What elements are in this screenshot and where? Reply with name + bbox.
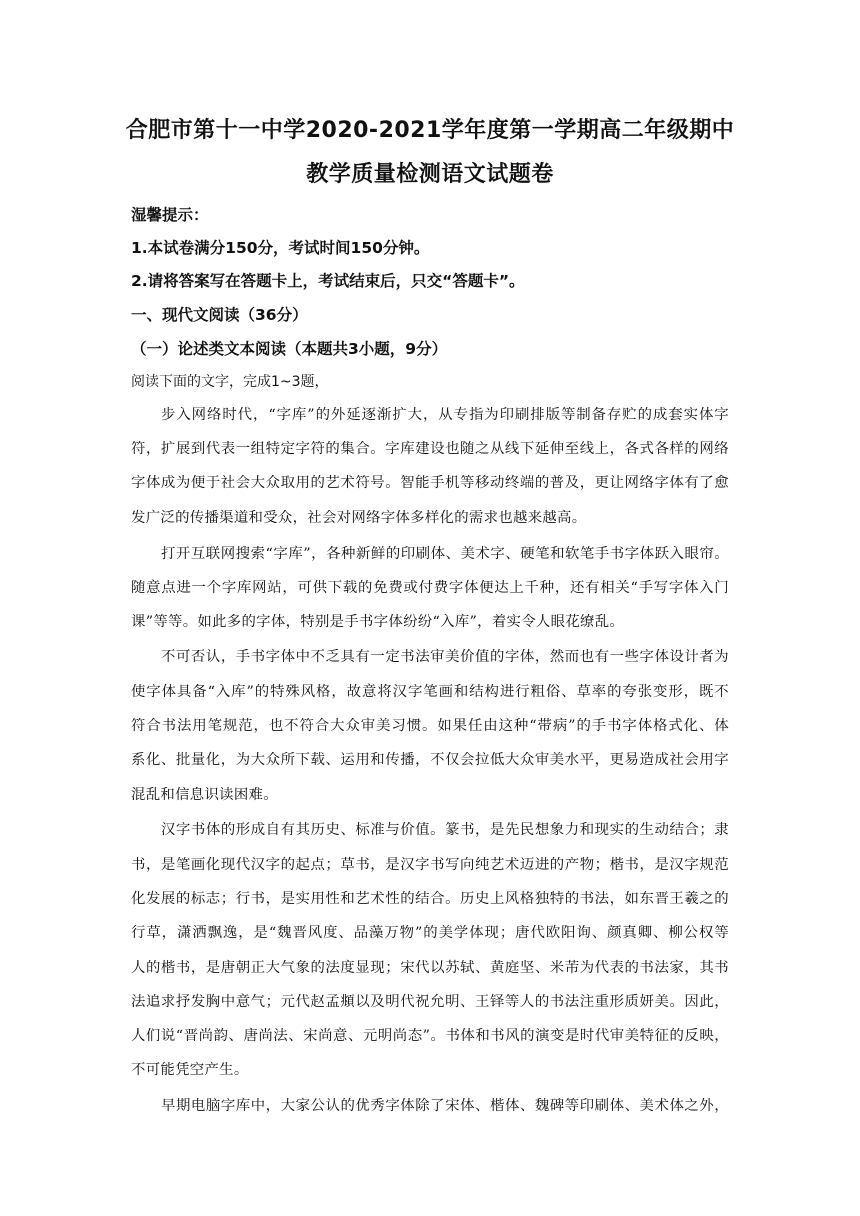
reading-instruction: 阅读下面的文字，完成1~3题， (131, 374, 329, 390)
passage-line: 使字体具备“入库”的特殊风格，故意将汉字笔画和结构进行粗俗、草率的夸张变形，既不 (131, 684, 729, 700)
passage-line: 发广泛的传播渠道和受众，社会对网络字体多样化的需求也越来越高。 (131, 510, 587, 526)
notes-item-1: 1.本试卷满分150分，考试时间150分钟。 (131, 239, 430, 257)
passage-line: 课”等等。如此多的字体，特别是手书字体纷纷“入库”，着实令人眼花缭乱。 (131, 614, 625, 630)
passage-line: 字体成为便于社会大众取用的艺术符号。智能手机等移动终端的普及，更让网络字体有了愈 (131, 475, 729, 491)
passage-line: 法追求抒发胸中意气；元代赵孟頫以及明代祝允明、王铎等人的书法注重形质妍美。因此， (131, 994, 729, 1010)
passage-line: 汉字书体的形成自有其历史、标准与价值。篆书，是先民想象力和现实的生动结合；隶 (161, 822, 729, 838)
page-title-line-1: 合肥市第十一中学2020-2021学年度第一学期高二年级期中 (125, 118, 735, 143)
passage-line: 随意点进一个字库网站，可供下载的免费或付费字体便达上千种，还有相关“手写字体入门 (131, 580, 730, 596)
section-title: 一、现代文阅读（36分） (131, 306, 308, 324)
passage-line: 步入网络时代，“字库”的外延逐渐扩大，从专指为印刷排版等制备存贮的成套实体字 (161, 407, 729, 423)
notes-item-2: 2.请将答案写在答题卡上，考试结束后，只交“答题卡”。 (131, 272, 525, 290)
page-title-line-2: 教学质量检测语文试题卷 (306, 162, 554, 187)
passage-line: 化发展的标志；行书，是实用性和艺术性的结合。历史上风格独特的书法，如东晋王羲之的 (131, 891, 729, 907)
passage-line: 行草，潇洒飘逸，是“魏晋风度、品藻万物”的美学体现；唐代欧阳询、颜真卿、柳公权等 (131, 925, 729, 941)
passage-line: 系化、批量化，为大众所下载、运用和传播，不仅会拉低大众审美水平，更易造成社会用字 (131, 752, 729, 768)
passage-line: 混乱和信息识读困难。 (131, 787, 278, 803)
passage-line: 人的楷书，是唐朝正大气象的法度显现；宋代以苏轼、黄庭坚、米芾为代表的书法家，其书 (131, 960, 729, 976)
passage-line: 人们说“晋尚韵、唐尚法、宋尚意、元明尚态”。书体和书风的演变是时代审美特征的反映， (131, 1028, 729, 1044)
passage-line: 符，扩展到代表一组特定字符的集合。字库建设也随之从线下延伸至线上，各式各样的网络 (131, 441, 729, 457)
passage-line: 早期电脑字库中，大家公认的优秀字体除了宋体、楷体、魏碑等印刷体、美术体之外， (161, 1098, 729, 1114)
passage-line: 不可否认，手书字体中不乏具有一定书法审美价值的字体，然而也有一些字体设计者为 (161, 649, 729, 665)
passage-line: 打开互联网搜索“字库”，各种新鲜的印刷体、美术字、硬笔和软笔手书字体跃入眼帘。 (161, 546, 729, 562)
section-subtitle: （一）论述类文本阅读（本题共3小题，9分） (131, 340, 448, 358)
passage-line: 符合书法用笔规范，也不符合大众审美习惯。如果任由这种“带病”的手书字体格式化、体 (131, 718, 729, 734)
passage-line: 不可能凭空产生。 (131, 1062, 249, 1078)
notes-heading: 湿馨提示： (131, 206, 209, 224)
passage-line: 书，是笔画化现代汉字的起点；草书，是汉字书写向纯艺术迈进的产物；楷书，是汉字规范 (131, 857, 729, 873)
